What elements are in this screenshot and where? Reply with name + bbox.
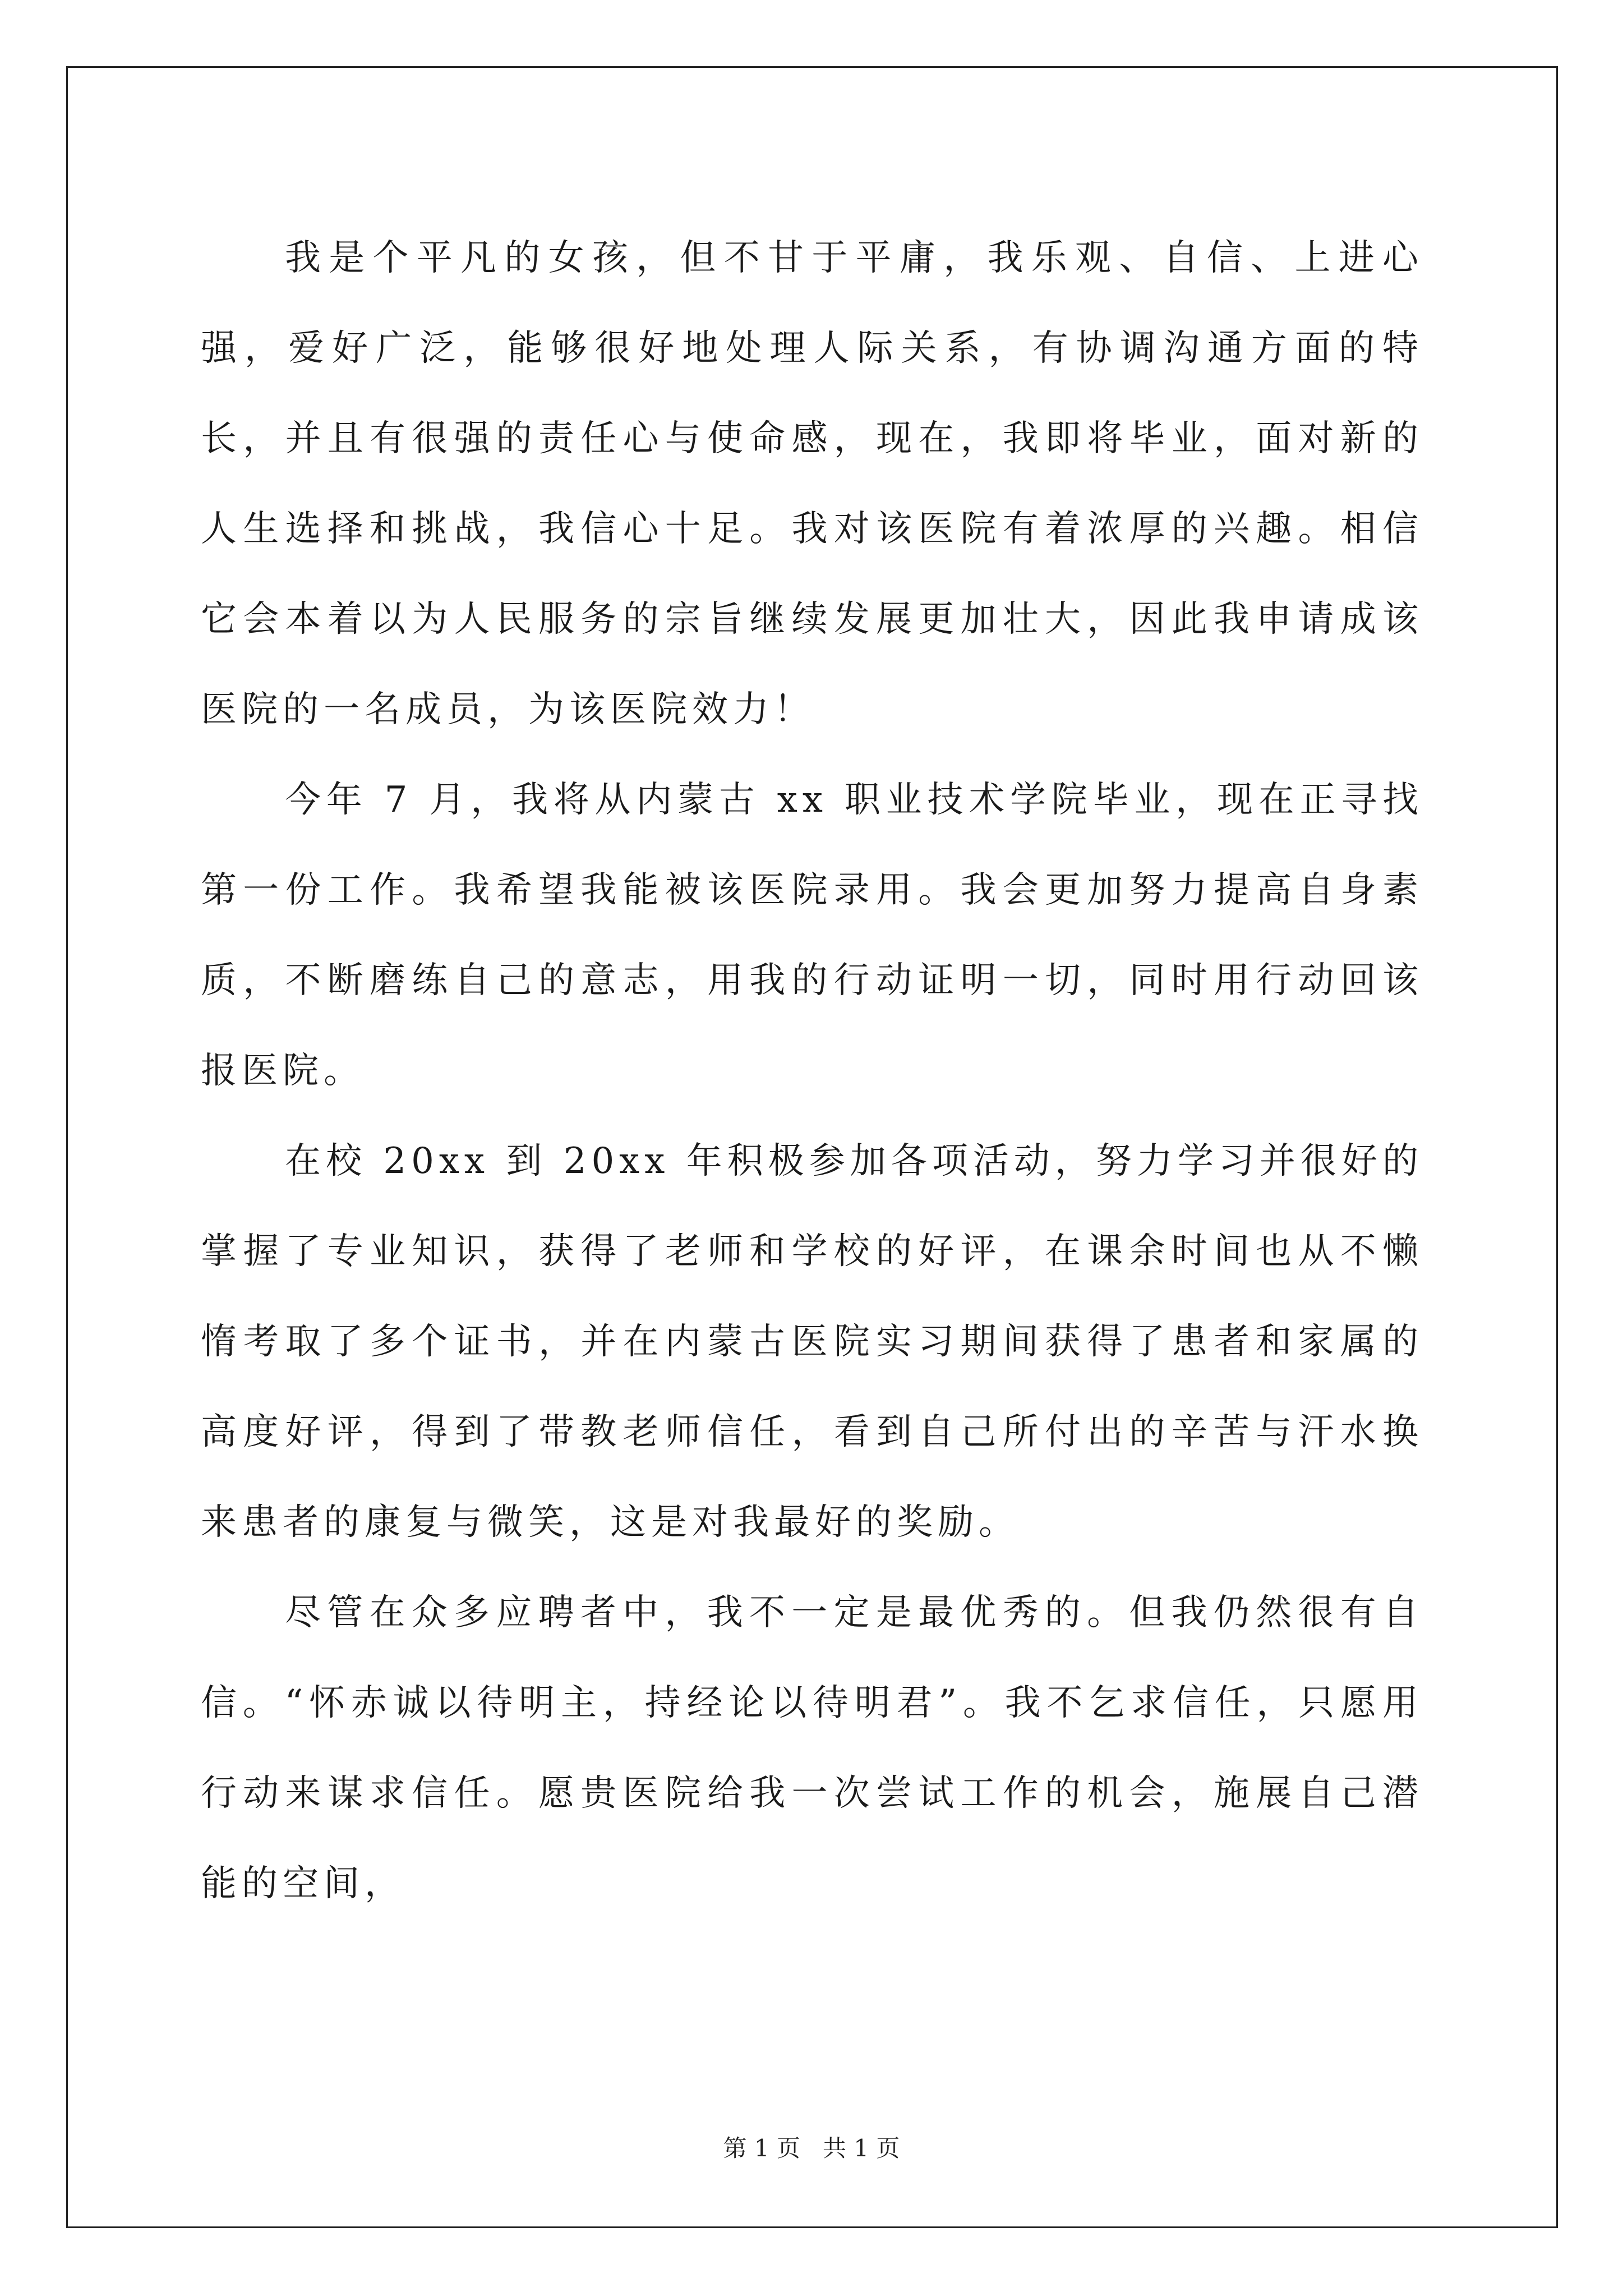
paragraph-1: 我是个平凡的女孩，但不甘于平庸，我乐观、自信、上进心强，爱好广泛，能够很好地处理人际关系，有协调沟通方面的特长，并且有很强的责任心与使命感，现在，我即将毕业，面对新的人生选择和挑战，我信心十足。我对该医院有着浓厚的兴趣。相信它会本着以为人民服务的宗旨继续发展更加壮大，因此我申请成该医院的一名成员，为该医院效力！ [201, 237, 1423, 730]
document-body [201, 213, 1423, 1929]
page-footer [0, 2132, 1623, 2165]
page-number: 第 1 页 [723, 2134, 800, 2162]
paragraph-4: 尽管在众多应聘者中，我不一定是最优秀的。但我仍然很有自信。“怀赤诚以待明主，持经论以待明君”。我不乞求信任，只愿用行动来谋求信任。愿贵医院给我一次尝试工作的机会，施展自己潜能的空间， [201, 1592, 1423, 1904]
paragraph-3: 在校 20xx 到 20xx 年积极参加各项活动，努力学习并很好的掌握了专业知识，获得了老师和学校的好评，在课余时间也从不懒惰考取了多个证书，并在内蒙古医院实习期间获得了患者和家属的高度好评，得到了带教老师信任，看到自己所付出的辛苦与汗水换来患者的康复与微笑，这是对我最好的奖励。 [201, 1140, 1423, 1543]
paragraph-2: 今年 7 月，我将从内蒙古 xx 职业技术学院毕业，现在正寻找第一份工作。我希望我能被该医院录用。我会更加努力提高自身素质，不断磨练自己的意志，用我的行动证明一切，同时用行动回该报医院。 [201, 779, 1423, 1092]
page-total: 共 1 页 [823, 2134, 900, 2162]
